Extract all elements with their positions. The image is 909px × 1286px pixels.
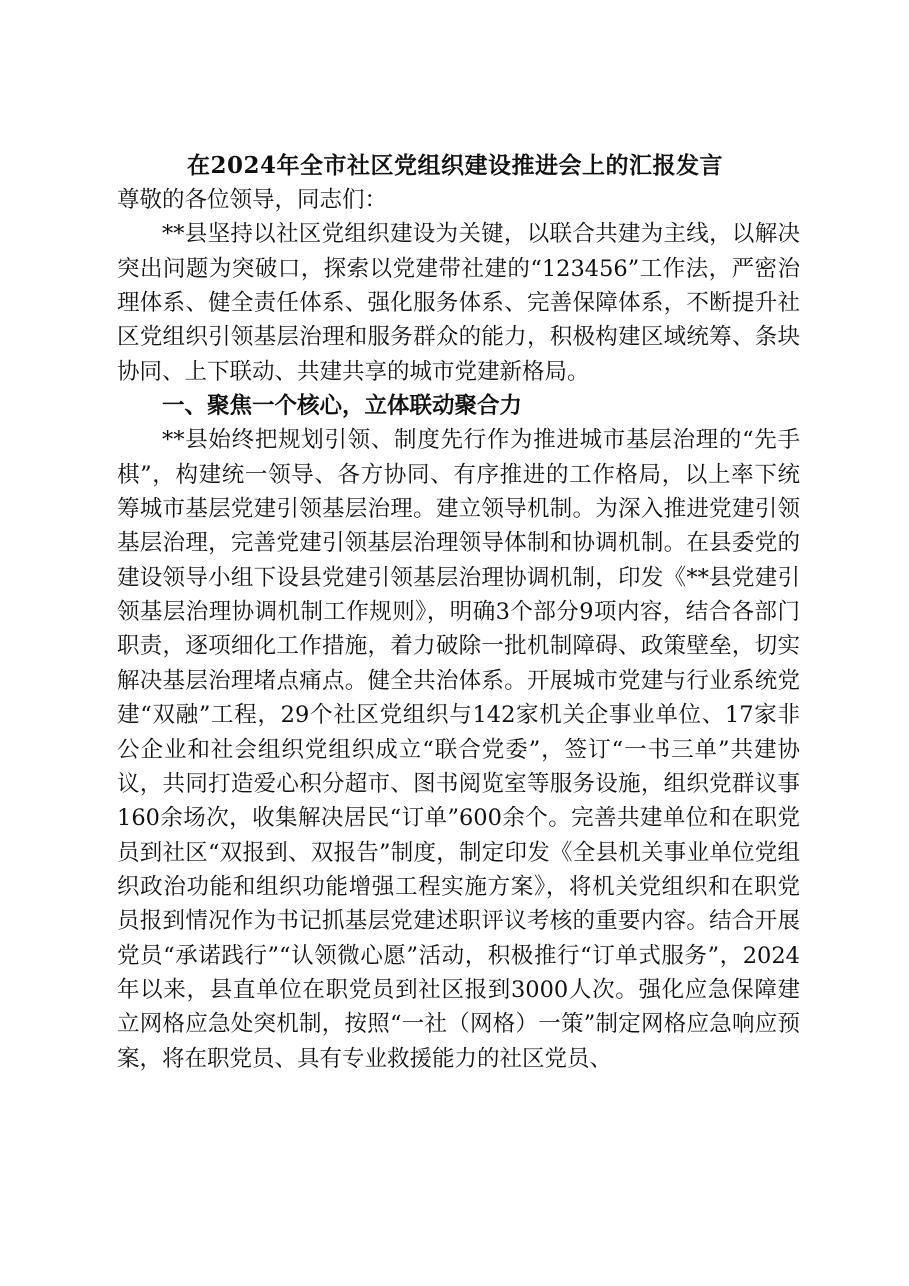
salutation: 尊敬的各位领导，同志们： bbox=[117, 187, 388, 213]
document-title: 在2024年全市社区党组织建设推进会上的汇报发言 bbox=[186, 152, 723, 179]
document-body bbox=[117, 183, 800, 1076]
section-1-paragraph: **县始终把规划引领、制度先行作为推进城市基层治理的“先手棋”，构建统一领导、各方协同、有序推进的工作格局，以上率下统筹城市基层党建引领基层治理。建立领导机制。为深入推进党建引领基层治理，完善党建引领基层治理领导体制和协调机制。在县委党的建设领导小组下设县党建引领基层治理协调机制，印发《**县党建引领基层治理协调机制工作规则》，明确3个部分9项内容，结合各部门职责，逐项细化工作措施，着力破除一批机制障碍、政策壁垒，切实解决基层治理堵点痛点。健全共治体系。开展城市党建与行业系统党建“双融”工程，29个社区党组织与142家机关企事业单位、17家非公企业和社会组织党组织成立“联合党委”，签订“一书三单”共建协议，共同打造爱心积分超市、图书阅览室等服务设施，组织党群议事160余场次，收集解决居民“订单”600余个。完善共建单位和在职党员到社区“双报到、双报告”制度，制定印发《全县机关事业单位党组织政治功能和组织功能增强工程实施方案》，将机关党组织和在职党员报到情况作为书记抓基层党建述职评议考核的重要内容。结合开展党员“承诺践行”“认领微心愿”活动，积极推行“订单式服务”，2024年以来，县直单位在职党员到社区报到3000人次。强化应急保障建立网格应急处突机制，按照“一社（网格）一策”制定网格应急响应预案，将在职党员、具有专业救援能力的社区党员、 bbox=[117, 427, 800, 1072]
section-heading-1: 一、聚焦一个核心，立体联动聚合力 bbox=[162, 393, 523, 420]
intro-paragraph: **县坚持以社区党组织建设为关键，以联合共建为主线，以解决突出问题为突破口，探索以党建带社建的“123456”工作法，严密治理体系、健全责任体系、强化服务体系、完善保障体系，不断提升社区党组织引领基层治理和服务群众的能力，积极构建区域统筹、条块协同、上下联动、共建共享的城市党建新格局。 bbox=[117, 221, 800, 385]
